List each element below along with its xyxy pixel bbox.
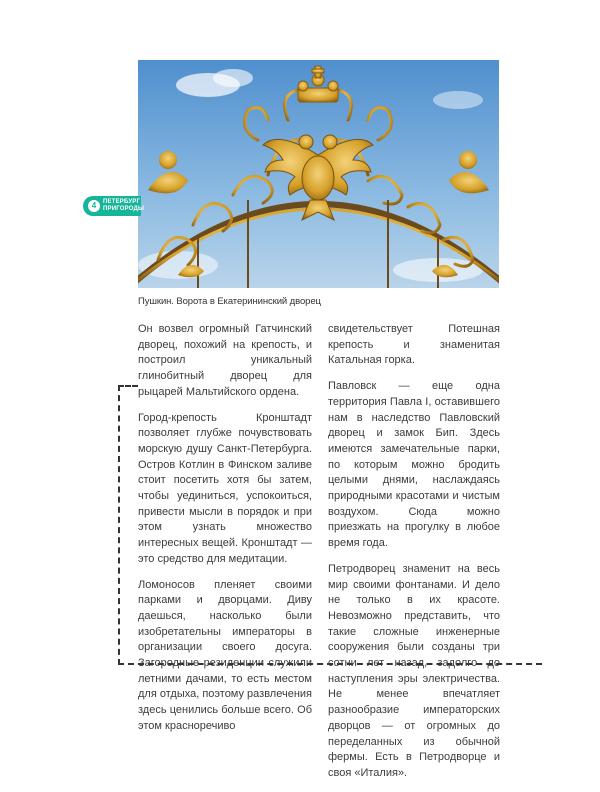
paragraph-lomonosov: Ломоносов пленяет своими парками и дворцами. Диву даешься, насколько были изобретательны императоры в организации своего досуга. Загородные резиденции служили летними дачами, то есть местом для отдыха, поэтому развлечения здесь ценились больше всего. Об этом красноречиво [138, 578, 312, 732]
right-column [328, 322, 500, 792]
dashed-frame-left [118, 385, 120, 665]
paragraph-gatchina: Он возвел огромный Гатчинский дворец, похожий на крепость, и построил уникальный глинобитный дворец для рыцарей Мальтийского ордена. [138, 323, 312, 398]
section-title [103, 199, 144, 213]
ornate-golden-gate-icon [138, 60, 499, 288]
dashed-frame-top [118, 385, 138, 387]
section-number: 4 [88, 200, 100, 212]
paragraph-pavlovsk: Павловск — еще одна территория Павла I, оставившего нам в наследство Павловский дворец и замок Бип. Здесь имеются замечательные парки, по которым можно бродить целыми днями, наслаждаясь природными красотами и чистым воздухом. Сюда можно приезжать на прогулку в любое время года. [328, 380, 500, 550]
gate-photo [138, 60, 499, 288]
paragraph-kronshtadt: Город-крепость Кронштадт позволяет глубже почувствовать морскую душу Санкт-Петербурга. Остров Котлин в Финском заливе стоит посетить хотя бы затем, чтобы уединиться, успокоиться, привести мысли в порядок и при этом узнать множество интересных вещей. Кронштадт — это средство для медитации. [138, 411, 312, 565]
section-title-line2: ПРИГОРОДЫ [103, 206, 145, 212]
paragraph-petrodvorets: Петродворец знаменит на весь мир своими фонтанами. И дело не только в их красоте. Невозможно представить, что такие сложные инженерные сооружения были созданы три сотни лет назад, задолго до наступления эры электричества. Не менее впечатляет разнообразие императорских дворцов — от огромных до переделанных из обычной фермы. Есть в Петродворце и своя «Италия». [328, 562, 500, 779]
left-column [138, 322, 312, 745]
paragraph-continuation: свидетельствует Потешная крепость и знаменитая Катальная горка. [328, 323, 500, 367]
photo-caption: Пушкин. Ворота в Екатерининский дворец [138, 296, 321, 307]
section-title-line1: ПЕТЕРБУРГ [103, 199, 141, 205]
section-tab [83, 196, 145, 216]
